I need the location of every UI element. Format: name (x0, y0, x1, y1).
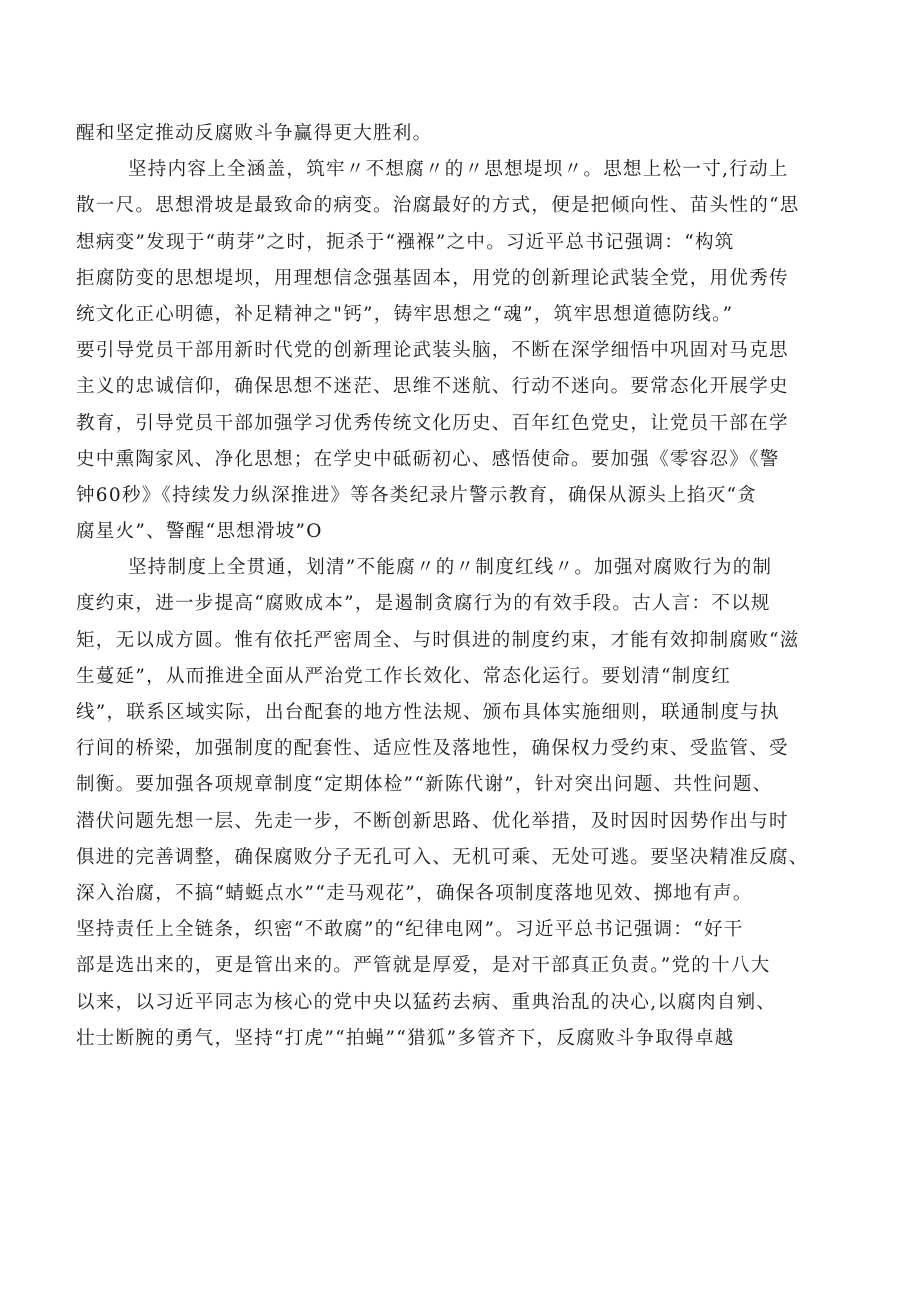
body-text (76, 116, 852, 1057)
paragraph-first-line: 坚持制度上全贯通，划清”不能腐〃的〃制度红线〃。加强对腐败行为的制 (128, 557, 773, 579)
text-line: 要引导党员干部用新时代党的创新理论武装头脑，不断在深学细悟中巩固对马克思 (76, 340, 789, 362)
text-line: 俱进的完善调整，确保腐败分子无孔可入、无机可乘、无处可逃。要坚决精准反腐、 (76, 846, 809, 868)
text-line: 主义的忠诚信仰，确保思想不迷茫、思维不迷航、行动不迷向。要常态化开展学史 (76, 376, 789, 398)
text-line: 教育，引导党员干部加强学习优秀传统文化历史、百年红色党史，让党员干部在学 (76, 412, 789, 434)
text-line: 深入治腐，不搞“蜻蜓点水”“走马观花”，确保各项制度落地见效、掷地有声。 (76, 882, 753, 904)
text-line: 矩，无以成方圆。惟有依托严密周全、与时俱进的制度约束，才能有效抑制腐败“滋 (76, 629, 800, 651)
text-line: 醒和坚定推动反腐败斗争赢得更大胜利。 (76, 123, 433, 144)
text-line: 生蔓延”，从而推进全面从严治党工作长效化、常态化运行。要划清“制度红 (76, 665, 732, 687)
text-line: 拒腐防变的思想堤坝，用理想信念强基固本，用党的创新理论武装全党，用优秀传 (76, 267, 789, 289)
text-line: 坚持责任上全链条，织密“不敢腐”的“纪律电网”。习近平总书记强调：“好干 (76, 919, 744, 941)
text-line: 部是选出来的，更是管出来的。严管就是厚爱，是对干部真正负责。”党的十八大 (76, 955, 771, 977)
text-line: 行间的桥梁，加强制度的配套性、适应性及落地性，确保权力受约束、受监管、受 (76, 738, 789, 760)
text-line: 潜伏问题先想一层、先走一步，不断创新思路、优化举措，及时因时因势作出与时 (76, 810, 789, 832)
text-line: 想病变”发现于“萌芽”之时，扼杀于“襁褓”之中。习近平总书记强调：“构筑 (76, 231, 735, 253)
text-line: 线”，联系区域实际，出台配套的地方性法规、颁布具体实施细则，联通制度与执 (76, 702, 780, 723)
text-line: 钟60秒》《持续发力纵深推进》等各类纪录片警示教育，确保从源头上掐灭“贪 (76, 484, 758, 506)
text-line: 度约束，进一步提高“腐败成本”，是遏制贪腐行为的有效手段。古人言：不以规 (76, 593, 771, 615)
text-line: 统文化正心明德，补足精神之"钙”，铸牢思想之“魂”，筑牢思想道德防线。” (76, 303, 734, 325)
text-line: 制衡。要加强各项规章制度“定期体检”“新陈代谢”，针对突出问题、共性问题、 (76, 774, 773, 796)
text-line: 腐星火”、警醒“思想滑坡”O (76, 521, 323, 543)
text-line: 史中熏陶家风、净化思想；在学史中砥砺初心、感悟使命。要加强《零容忍》《警 (76, 448, 780, 470)
text-line: 壮士断腕的勇气，坚持“打虎”“拍蝇”“猎狐”多管齐下，反腐败斗争取得卓越 (76, 1027, 735, 1049)
paragraph-first-line: 坚持内容上全涵盖，筑牢〃不想腐〃的〃思想堤坝〃。思想上松一寸,行动上 (128, 159, 789, 181)
text-line: 以来，以习近平同志为核心的党中央以猛药去病、重典治乱的决心,以腐肉自剜、 (76, 991, 777, 1013)
text-line: 散一尺。思想滑坡是最致命的病变。治腐最好的方式，便是把倾向性、苗头性的“思 (76, 195, 800, 217)
